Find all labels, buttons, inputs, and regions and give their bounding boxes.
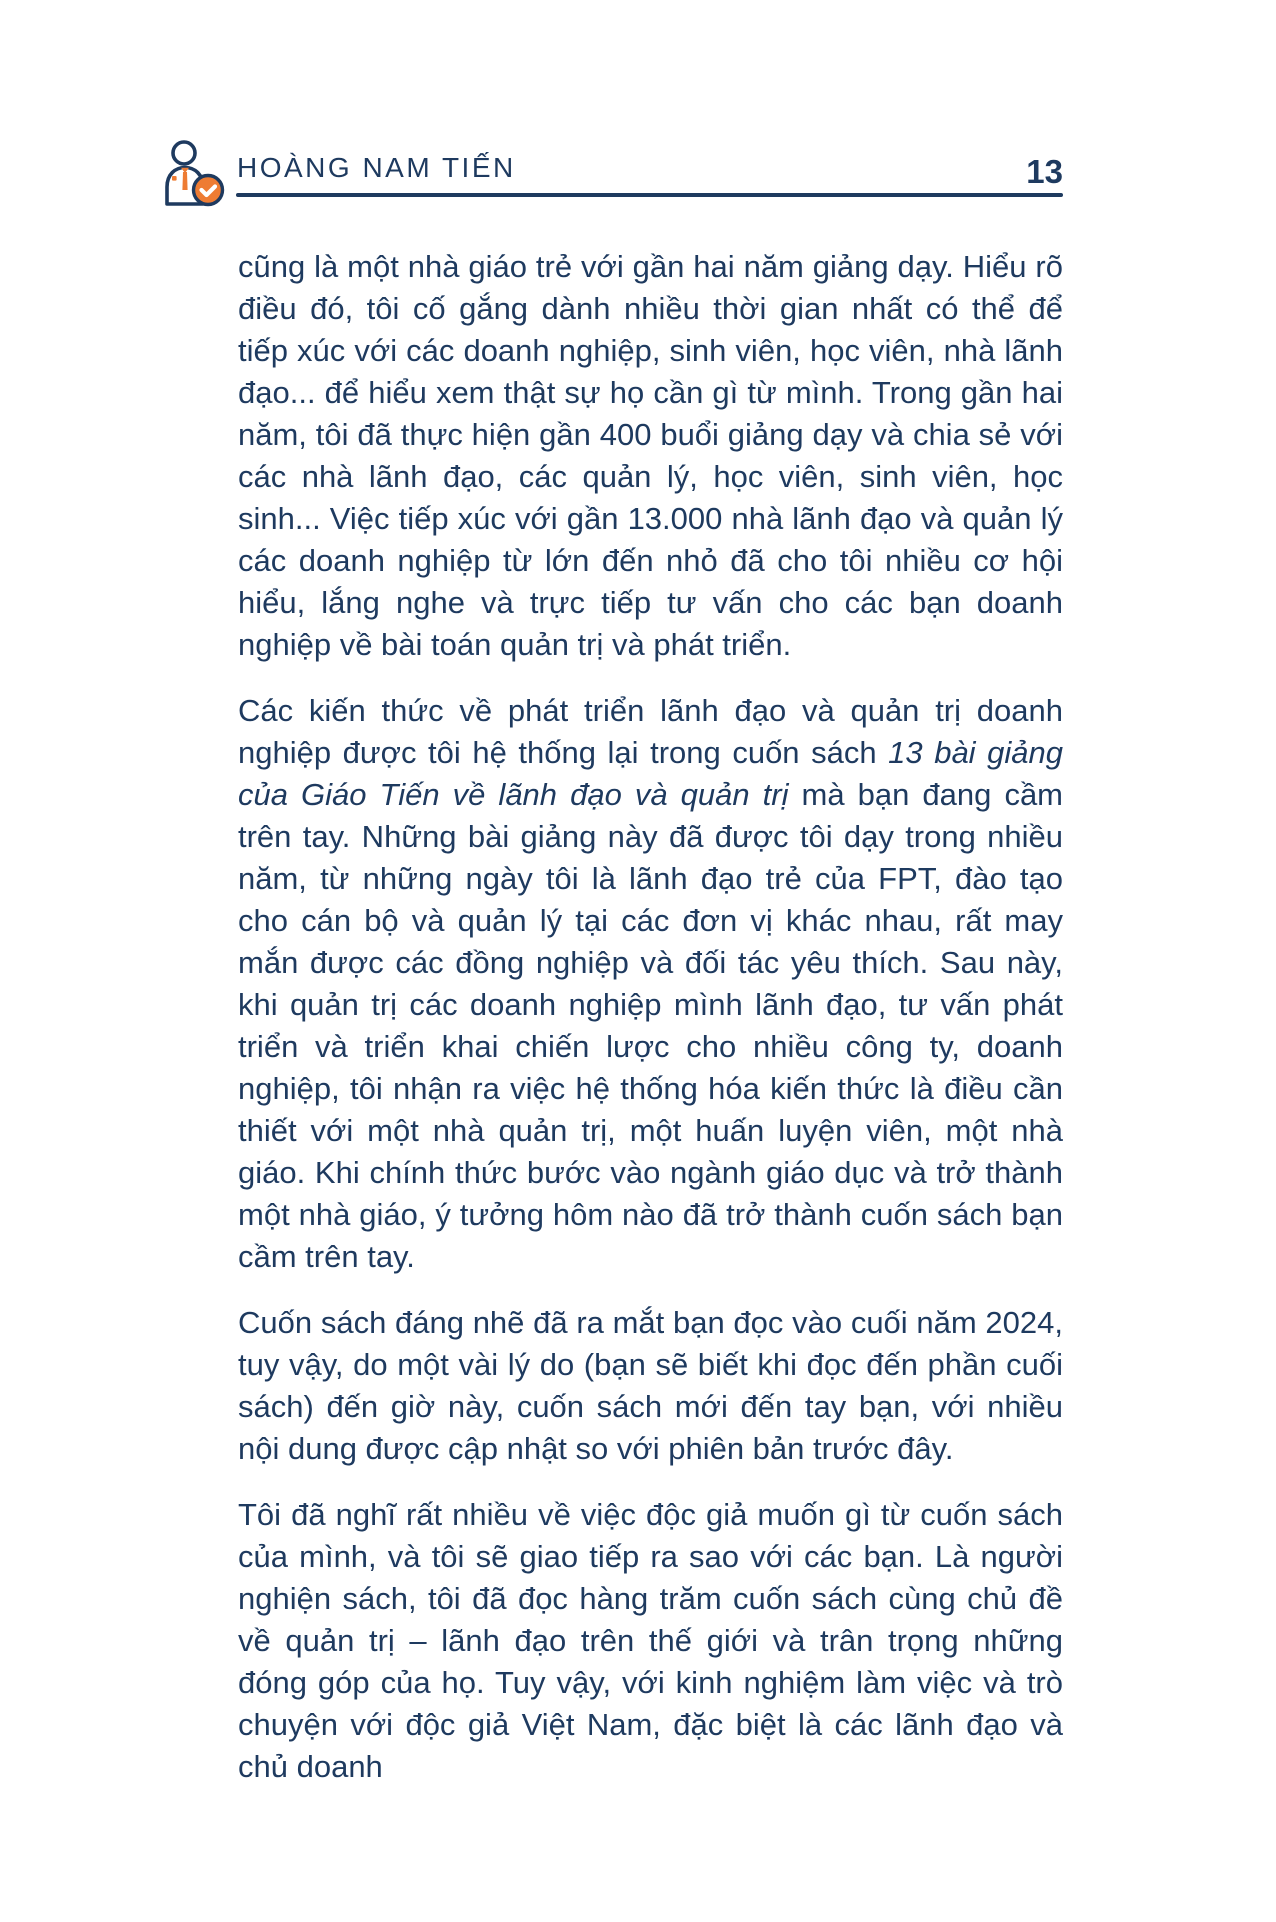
author-name: HOÀNG NAM TIẾN xyxy=(237,152,516,183)
paragraph xyxy=(238,690,1063,1278)
text-segment: cũng là một nhà giáo trẻ với gần hai năm giảng dạy. Hiểu rõ điều đó, tôi cố gắng dành nhiều thời gian nhất có thể để tiếp xúc với các doanh nghiệp, sinh viên, học viên, nhà lãnh đạo... để hiểu xem thật sự họ cần gì từ mình. Trong gần hai năm, tôi đã thực hiện gần 400 buổi giảng dạy và chia sẻ với các nhà lãnh đạo, các quản lý, học viên, sinh viên, học sinh... Việc tiếp xúc với gần 13.000 nhà lãnh đạo và quản lý các doanh nghiệp từ lớn đến nhỏ đã cho tôi nhiều cơ hội hiểu, lắng nghe và trực tiếp tư vấn cho các bạn doanh nghiệp về bài toán quản trị và phát triển. xyxy=(238,249,1063,662)
paragraph xyxy=(238,246,1063,666)
text-segment: Các kiến thức về phát triển lãnh đạo và quản trị doanh nghiệp được tôi hệ thống lại trong cuốn sách xyxy=(238,693,1063,770)
text-segment: Cuốn sách đáng nhẽ đã ra mắt bạn đọc vào cuối năm 2024, tuy vậy, do một vài lý do (bạn sẽ biết khi đọc đến phần cuối sách) đến giờ này, cuốn sách mới đến tay bạn, với nhiều nội dung được cập nhật so với phiên bản trước đây. xyxy=(238,1305,1063,1466)
page-body xyxy=(238,246,1063,1788)
page-number: 13 xyxy=(1026,153,1063,190)
paragraph xyxy=(238,1302,1063,1470)
header-divider xyxy=(236,193,1063,197)
text-segment: Tôi đã nghĩ rất nhiều về việc độc giả muốn gì từ cuốn sách của mình, và tôi sẽ giao tiếp ra sao với các bạn. Là người nghiện sách, tôi đã đọc hàng trăm cuốn sách cùng chủ đề về quản trị – lãnh đạo trên thế giới và trân trọng những đóng góp của họ. Tuy vậy, với kinh nghiệm làm việc và trò chuyện với độc giả Việt Nam, đặc biệt là các lãnh đạo và chủ doanh xyxy=(238,1497,1063,1784)
paragraph xyxy=(238,1494,1063,1788)
book-title-italic-text: 13 bài giảng của Giáo Tiến về lãnh đạo và quản trị xyxy=(238,735,1063,812)
person-with-check-badge-icon xyxy=(163,140,227,210)
text-segment: mà bạn đang cầm trên tay. Những bài giảng này đã được tôi dạy trong nhiều năm, từ những ngày tôi là lãnh đạo trẻ của FPT, đào tạo cho cán bộ và quản lý tại các đơn vị khác nhau, rất may mắn được các đồng nghiệp và đối tác yêu thích. Sau này, khi quản trị các doanh nghiệp mình lãnh đạo, tư vấn phát triển và triển khai chiến lược cho nhiều công ty, doanh nghiệp, tôi nhận ra việc hệ thống hóa kiến thức là điều cần thiết với một nhà quản trị, một huấn luyện viên, một nhà giáo. Khi chính thức bước vào ngành giáo dục và trở thành một nhà giáo, ý tưởng hôm nào đã trở thành cuốn sách bạn cầm trên tay. xyxy=(238,777,1064,1274)
